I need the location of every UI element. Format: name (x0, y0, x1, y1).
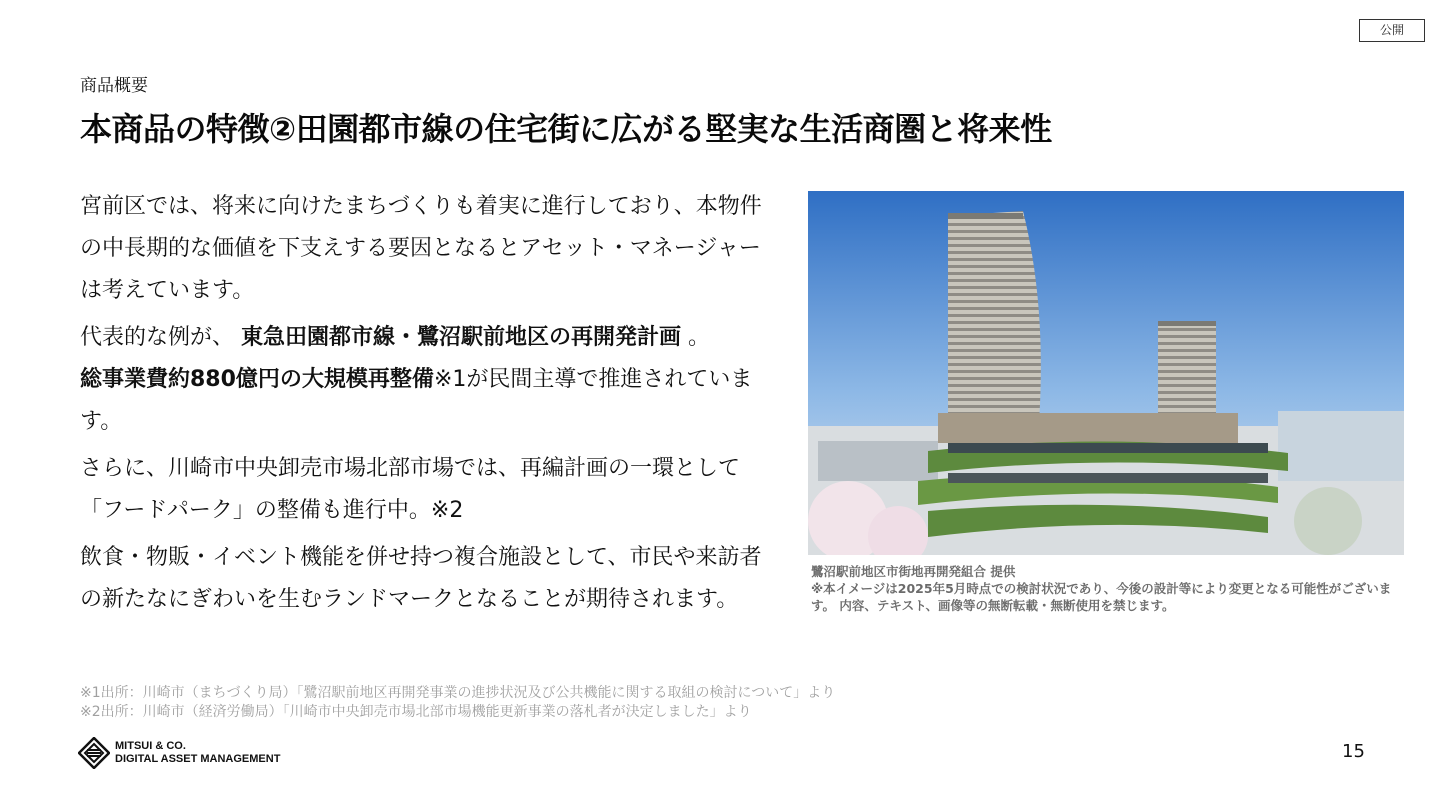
public-badge: 公開 (1359, 19, 1425, 42)
paragraph-3: さらに、川崎市中央卸売市場北部市場では、再編計画の一環として「フードパーク」の整備も進行中。※2 (80, 456, 741, 523)
paragraph-2-project: 東急田園都市線・鷺沼駅前地区の再開発計画 (241, 325, 682, 350)
footnote-2: ※2出所：川崎市（経済労働局）「川崎市中央卸売市場北部市場機能更新事業の落札者が決定しました」より (80, 704, 752, 720)
body-text (80, 186, 770, 626)
page-number: 15 (1342, 741, 1365, 762)
logo-text (115, 740, 280, 766)
paragraph-2 (80, 317, 770, 443)
footnotes (80, 684, 835, 722)
paragraph-4: 飲食・物販・イベント機能を併せ持つ複合施設として、市民や来訪者の新たなにぎわいを生むランドマークとなることが期待されます。 (80, 545, 762, 612)
company-logo (78, 737, 280, 769)
redevelopment-rendering-image (808, 191, 1404, 555)
paragraph-2-period: 。 (688, 325, 711, 350)
section-label: 商品概要 (80, 76, 148, 96)
paragraph-2-rest: ※1が民間主導で推進されています。 (80, 367, 753, 434)
page-title: 本商品の特徴②田園都市線の住宅街に広がる堅実な生活商圏と将来性 (80, 110, 1052, 148)
mitsui-logo-icon (78, 737, 110, 769)
paragraph-2-intro: 代表的な例が、 (80, 325, 235, 350)
logo-line-2: DIGITAL ASSET MANAGEMENT (115, 753, 281, 765)
building-rendering-icon (808, 191, 1404, 555)
image-credit: 鷺沼駅前地区市街地再開発組合 提供 (811, 564, 1016, 579)
paragraph-1: 宮前区では、将来に向けたまちづくりも着実に進行しており、本物件の中長期的な価値を下支えする要因となるとアセット・マネージャーは考えています。 (80, 194, 762, 303)
footnote-1: ※1出所：川崎市（まちづくり局）「鷺沼駅前地区再開発事業の進捗状況及び公共機能に関する取組の検討について」より (80, 685, 836, 701)
image-caption (811, 563, 1411, 614)
logo-line-1: MITSUI & CO. (115, 740, 186, 752)
paragraph-2-cost: 総事業費約880億円の大規模再整備 (80, 367, 434, 392)
image-disclaimer: ※本イメージは2025年5月時点での検討状況であり、今後の設計等により変更となる可能性がございます。 内容、テキスト、画像等の無断転載・無断使用を禁じます。 (811, 581, 1392, 613)
